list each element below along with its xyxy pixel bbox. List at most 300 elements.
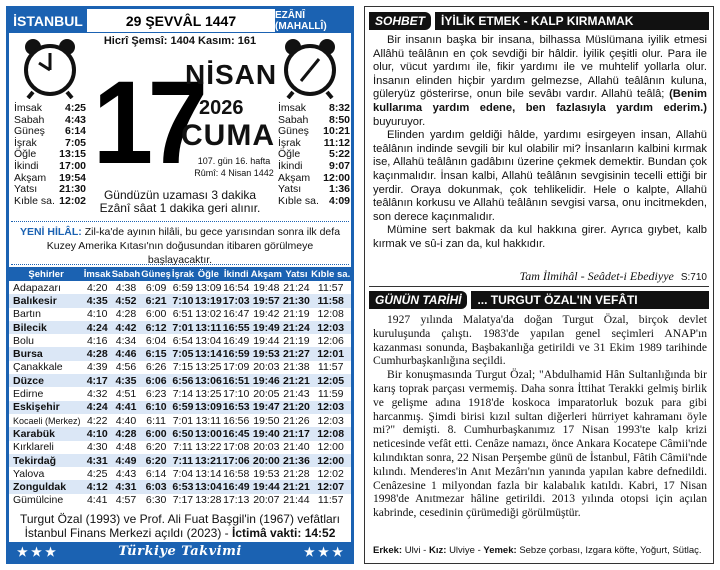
time-cell: 7:11 <box>173 441 193 454</box>
time-cell: 17:08 <box>223 441 250 454</box>
time-cell: 17:06 <box>222 454 250 467</box>
stars-decor: ★ ★ ★ <box>304 544 343 559</box>
time-cell: 6:23 <box>145 388 167 401</box>
table-row <box>9 281 351 294</box>
time-cell: 17:13 <box>223 494 250 507</box>
left-header <box>9 9 351 33</box>
time-cell: 7:14 <box>172 388 194 401</box>
takvim-right-page <box>364 6 714 564</box>
time-cell: 11:57 <box>317 281 344 294</box>
time-cell: 4:16 <box>86 334 108 347</box>
time-cell: 6:30 <box>145 494 167 507</box>
column-header: Şehirler <box>9 267 83 281</box>
table-row <box>9 374 351 387</box>
alarm-clock-icon <box>19 37 81 99</box>
prayer-time-row <box>14 161 86 173</box>
kiz-label: Kız: <box>429 545 447 556</box>
column-header: Sabah <box>111 268 141 280</box>
time-cell: 19:57 <box>250 294 282 307</box>
events-footer <box>9 512 351 540</box>
time-cell: 19:49 <box>250 321 282 334</box>
city-name: Tekirdağ <box>9 454 83 467</box>
events-line: Turgut Özal (1993) ve Prof. Ali Fuat Başgil'in (1967) vefâtları <box>20 512 340 526</box>
time-cell: 7:17 <box>172 494 194 507</box>
alarm-clock-icon <box>279 37 341 99</box>
time-cell: 19:53 <box>253 467 280 480</box>
paragraph: 1927 yılında Malatya'da doğan Turgut Özal, birçok devlet kuruluşunda çalıştı. 1983'de yapılan genel seçimleri ANAP'ın kazanması sonunda, Başbakanlığa getirildi ve 31 Ekim 1989 tarihinde Cumhurbaşkanlığına seçildi. <box>373 313 707 368</box>
yemek-list: Sebze çorbası, Izgara köfte, Yoğurt, Sütlaç. <box>519 545 702 556</box>
time-cell: 4:43 <box>115 467 137 480</box>
tarih-header <box>369 291 709 309</box>
erkek-name: Ulvi <box>404 545 421 556</box>
prayer-name: İkindi <box>14 159 39 172</box>
prayer-name: Öğle <box>278 148 301 161</box>
month-name: NİSAN <box>185 59 278 90</box>
time-cell: 6:26 <box>145 361 167 374</box>
time-cell: 4:28 <box>83 347 111 360</box>
time-cell: 11:57 <box>317 361 344 374</box>
prayer-time: 5:22 <box>328 148 350 161</box>
time-cell: 16:59 <box>222 348 250 361</box>
source-title: Tam İlmihâl - Seâdet-i Ebediyye <box>519 269 674 283</box>
menu-line: Erkek: Ulvi - Kız: Ulviye - Yemek: Sebze çorbası, Izgara köfte, Yoğurt, Sütlaç. <box>373 545 702 556</box>
divider <box>369 286 709 287</box>
time-cell: 16:45 <box>222 427 250 440</box>
city-name: Kocaeli (Merkez) <box>13 415 81 426</box>
time-cell: 13:14 <box>194 348 222 361</box>
prayer-time-row <box>14 184 86 196</box>
city-name: Bartın <box>13 308 42 321</box>
time-cell: 21:21 <box>283 481 310 494</box>
time-cell: 19:42 <box>253 308 280 321</box>
time-cell: 21:36 <box>283 454 310 467</box>
time-cell: 4:17 <box>83 374 111 387</box>
prayer-name: Öğle <box>14 148 37 161</box>
table-row <box>9 494 351 507</box>
tarih-tag: GÜNÜN TARİHİ <box>369 291 467 309</box>
prayer-time: 4:09 <box>328 194 350 207</box>
time-cell: 7:10 <box>172 294 194 307</box>
time-cell: 4:52 <box>111 294 141 307</box>
time-cell: 13:11 <box>195 321 222 334</box>
time-cell: 17:03 <box>222 294 250 307</box>
time-cell: 16:49 <box>223 334 250 347</box>
prayer-time: 21:30 <box>59 183 86 196</box>
city-name: Balıkesir <box>9 294 83 307</box>
time-cell: 21:38 <box>283 361 310 374</box>
erkek-label: Erkek: <box>373 545 403 556</box>
time-cell: 4:22 <box>86 414 108 427</box>
time-cell: 4:56 <box>115 361 137 374</box>
city-name: Zonguldak <box>9 480 83 493</box>
table-header-row <box>9 267 351 281</box>
prayer-name: Güneş <box>14 125 45 138</box>
time-cell: 4:10 <box>83 427 111 440</box>
time-cell: 4:48 <box>115 441 137 454</box>
prayer-name: İmsak <box>278 102 307 114</box>
time-cell: 13:04 <box>194 481 222 494</box>
time-cell: 4:31 <box>111 480 141 493</box>
time-cell: 6:12 <box>141 321 172 334</box>
sohbet-tag: SOHBET <box>369 12 431 30</box>
time-cell: 12:08 <box>310 427 351 440</box>
prayer-name: Sabah <box>278 113 309 126</box>
source-page: S:710 <box>680 272 707 283</box>
time-cell: 19:48 <box>253 281 280 294</box>
time-cell: 6:50 <box>172 427 194 440</box>
time-cell: 4:31 <box>83 454 111 467</box>
time-cell: 12:00 <box>317 441 344 454</box>
table-row <box>9 454 351 467</box>
city-name: Bursa <box>9 347 83 360</box>
time-cell: 6:06 <box>141 374 172 387</box>
city-name: Yalova <box>13 467 45 480</box>
time-cell: 12:00 <box>310 454 351 467</box>
time-cell: 4:24 <box>83 401 111 414</box>
time-cell: 20:05 <box>253 388 280 401</box>
time-cell: 4:41 <box>86 494 108 507</box>
time-cell: 13:00 <box>194 427 222 440</box>
time-cell: 7:15 <box>172 361 194 374</box>
time-cell: 21:20 <box>283 401 310 414</box>
column-header: İmsak <box>83 268 111 280</box>
prayer-name: Kıble sa. <box>14 194 55 207</box>
prayer-time: 9:07 <box>328 159 350 172</box>
day-number: 17 <box>92 57 203 189</box>
day-length-note <box>87 189 273 215</box>
time-cell: 17:09 <box>223 361 250 374</box>
column-header: Güneş <box>141 268 171 280</box>
sohbet-title: İYİLİK ETMEK - KALP KIRMAMAK <box>435 12 709 30</box>
prayer-times-standard <box>14 103 86 207</box>
time-cell: 13:25 <box>195 388 222 401</box>
time-cell: 7:11 <box>172 454 194 467</box>
hilal-label: YENİ HİLÂL: <box>19 226 82 238</box>
table-row <box>9 387 351 400</box>
table-row <box>9 414 351 427</box>
time-cell: 6:11 <box>146 414 166 427</box>
prayer-name: Akşam <box>278 171 311 184</box>
time-cell: 16:58 <box>223 467 250 480</box>
time-cell: 16:55 <box>222 321 250 334</box>
time-cell: 4:24 <box>83 321 111 334</box>
time-cell: 6:04 <box>145 334 167 347</box>
quote-bold: (Benim kullarıma yardım edene, ben fazlasıyla yardım ederim.) <box>373 88 707 114</box>
time-cell: 4:35 <box>83 294 111 307</box>
column-header: Akşam <box>250 268 282 280</box>
time-cell: 6:53 <box>172 481 194 494</box>
stars-decor: ★ ★ ★ <box>17 544 56 559</box>
time-cell: 4:46 <box>111 347 141 360</box>
table-row <box>9 308 351 321</box>
time-cell: 6:59 <box>172 401 194 414</box>
time-cell: 20:03 <box>253 361 280 374</box>
time-cell: 6:09 <box>145 281 167 294</box>
paragraph-text: buyuruyor. <box>373 115 426 128</box>
time-cell: 6:03 <box>141 480 172 493</box>
time-cell: 21:30 <box>283 294 310 307</box>
time-cell: 21:26 <box>283 414 310 427</box>
city-name: Kırklareli <box>13 441 54 454</box>
events-line: İstanbul Finans Merkezi açıldı (2023) - <box>24 526 229 540</box>
time-cell: 6:14 <box>145 467 167 480</box>
paragraph: Bir konuşmasında Turgut Özal; "Abdulhamid Hân Sultanlığında bir karış toprak parçası vermemiş. Daha sonra İttihat Terakki gelmiş birlik ve gelişme adına 1918'de koskoca imparatorluk bozuk para gibi harcanmış. Şimdi birisi kızıl sultan diğerleri hürriyet kahramanı öyle mi?" demişti. 8. Cumhurbaşkanımız 17 Nisan 1993'te kalp krizi neticesinde vefât etti. Cenâze namazı, önce Ankara Kocatepe Câmii'nde kılındıktan sonra, 22 Nisan Perşembe günü de İstanbul, Fâtih Câmii'nde kılındı. Menderes'in Anıt Mezârı'nın yanında yapılan kabre defnedildi. Cenâzesine 1 milyondan fazla bir kalabalık katıldı. Kabri, 17 Nisan 1998'de Anıtmezar hâline getirildi. 2013 yılında otopsi için açılan kabrinde, cesedinin çürümediği görülmüştür. <box>373 368 707 520</box>
table-row <box>9 441 351 454</box>
time-cell: 13:09 <box>195 281 222 294</box>
column-header: İşrak <box>171 268 195 280</box>
time-cell: 7:04 <box>172 467 194 480</box>
city-name: Karabük <box>9 427 83 440</box>
time-cell: 6:20 <box>145 441 167 454</box>
year: 2026 <box>199 97 244 119</box>
time-cell: 7:05 <box>172 348 194 361</box>
time-cell: 12:03 <box>317 414 344 427</box>
takvim-left-page <box>6 6 354 564</box>
prayer-name: Yatsı <box>278 183 302 196</box>
time-cell: 4:57 <box>115 494 137 507</box>
table-row <box>9 427 351 440</box>
prayer-time: 12:00 <box>323 171 350 184</box>
table-row <box>9 480 351 493</box>
prayer-time-row <box>278 103 350 115</box>
time-cell: 13:21 <box>194 454 222 467</box>
time-cell: 13:02 <box>195 308 222 321</box>
city-name: Adapazarı <box>13 281 61 294</box>
prayer-time: 8:32 <box>328 102 350 114</box>
time-cell: 6:21 <box>141 294 172 307</box>
prayer-time: 13:15 <box>59 148 86 161</box>
prayer-name: Yatsı <box>14 183 38 196</box>
city-name: Bolu <box>13 334 35 347</box>
time-cell: 16:54 <box>223 281 250 294</box>
time-cell: 7:01 <box>172 321 194 334</box>
prayer-time: 12:02 <box>59 194 86 207</box>
time-cell: 6:00 <box>145 308 167 321</box>
hilal-text: Zil-ka'de ayının hilâli, bu gece yarısından sonra ilk defa Kuzey Amerika Kıtası'nın doğusundan itibaren görülmeye başlayacaktır. <box>46 226 341 266</box>
prayer-time-row <box>278 196 350 208</box>
time-cell: 4:28 <box>115 308 137 321</box>
time-cell: 12:05 <box>310 374 351 387</box>
time-cell: 13:11 <box>195 414 222 427</box>
prayer-time-row <box>14 196 86 208</box>
time-cell: 20:07 <box>253 494 280 507</box>
yemek-label: Yemek: <box>483 545 517 556</box>
time-cell: 4:42 <box>111 321 141 334</box>
time-cell: 21:24 <box>283 281 310 294</box>
time-cell: 21:19 <box>283 308 310 321</box>
time-cell: 6:00 <box>141 427 172 440</box>
tarih-title: ... TURGUT ÖZAL'IN VEFÂTI <box>471 291 709 309</box>
city-name: Bilecik <box>9 321 83 334</box>
city-name: Eskişehir <box>9 401 83 414</box>
kiz-name: Ulviye <box>449 545 475 556</box>
time-cell: 6:51 <box>172 308 194 321</box>
city-name: Gümülcine <box>13 494 64 507</box>
day-of-year: 107. gün 16. hafta <box>197 156 271 166</box>
time-cell: 19:44 <box>253 334 280 347</box>
time-cell: 4:10 <box>86 308 108 321</box>
time-cell: 20:03 <box>253 441 280 454</box>
city-name: Edirne <box>13 388 44 401</box>
time-cell: 6:59 <box>172 281 194 294</box>
prayer-time: 10:21 <box>323 125 350 138</box>
prayer-times-ezani <box>278 103 350 207</box>
time-cell: 11:59 <box>317 388 344 401</box>
time-cell: 17:10 <box>223 388 250 401</box>
time-cell: 12:07 <box>310 480 351 493</box>
time-cell: 16:53 <box>222 401 250 414</box>
weekday: CUMA <box>181 119 275 152</box>
prayer-name: İşrak <box>14 136 37 149</box>
prayer-name: İmsak <box>14 102 43 114</box>
column-header: Kıble sa. <box>311 268 351 280</box>
time-cell: 12:02 <box>317 467 344 480</box>
prayer-time-row <box>14 103 86 115</box>
sohbet-text <box>373 34 707 252</box>
new-crescent-note <box>11 221 349 265</box>
time-cell: 4:28 <box>111 427 141 440</box>
time-cell: 16:49 <box>222 481 250 494</box>
table-row <box>9 347 351 360</box>
prayer-time: 4:25 <box>64 102 86 114</box>
time-cell: 4:38 <box>115 281 137 294</box>
time-cell: 4:39 <box>86 361 108 374</box>
time-cell: 13:19 <box>194 294 222 307</box>
paragraph-text: Bir insanın başka bir insana, bilhassa Müslümana iyilik etmesi Allâhü teâlânın en çok sevdiği bir hâldir. İyilik çeşitli olur. Para ile olur, vücut yardımı ile, fikir yardımı ile ve muhtelif yollarla olur. İnsanın elinden hiçbir yardım gelmezse, Allahü teâlânın kuluna, güleryüz gösterirse, onun bile sevâbı vardır. Allahü teâlâ; <box>373 34 707 101</box>
time-cell: 11:58 <box>310 294 351 307</box>
ezani-label: EZÂNÎ (MAHALLÎ) <box>275 9 351 33</box>
prayer-time: 7:05 <box>64 136 86 149</box>
city-name: Çanakkale <box>13 361 63 374</box>
time-cell: 4:25 <box>86 467 108 480</box>
column-header: Yatsı <box>283 267 311 281</box>
prayer-time-row <box>278 184 350 196</box>
time-cell: 16:56 <box>223 414 250 427</box>
column-header: İkindi <box>223 268 249 280</box>
time-cell: 21:44 <box>283 494 310 507</box>
time-cell: 13:09 <box>194 401 222 414</box>
time-cell: 6:56 <box>172 374 194 387</box>
city-label: İSTANBUL <box>9 9 87 33</box>
time-cell: 13:06 <box>194 374 222 387</box>
time-cell: 19:53 <box>250 347 282 360</box>
time-cell: 21:21 <box>283 374 310 387</box>
time-cell: 16:51 <box>222 374 250 387</box>
prayer-name: Akşam <box>14 171 47 184</box>
time-cell: 19:47 <box>250 401 282 414</box>
time-cell: 12:03 <box>310 401 351 414</box>
time-cell: 21:19 <box>283 334 310 347</box>
paragraph: Mümine sert bakmak da kul hakkına girer. Ayrıca gıybet, kalb kırmak ve sû-i zan da, kul hakkıdır. <box>373 224 707 250</box>
time-cell: 13:14 <box>195 467 222 480</box>
tarih-text <box>373 313 707 520</box>
table-row <box>9 334 351 347</box>
time-cell: 4:41 <box>111 401 141 414</box>
day-info <box>191 155 277 179</box>
prayer-time: 11:12 <box>323 136 350 149</box>
time-cell: 4:12 <box>83 480 111 493</box>
time-cell: 4:49 <box>111 454 141 467</box>
prayer-time: 19:54 <box>59 171 86 184</box>
sohbet-header <box>369 12 709 30</box>
time-cell: 12:08 <box>317 308 344 321</box>
time-cell: 7:01 <box>172 414 194 427</box>
rumi-date: Rûmî: 4 Nisan 1442 <box>194 168 274 178</box>
sohbet-source <box>373 269 707 284</box>
time-cell: 12:06 <box>317 334 344 347</box>
time-cell: 13:25 <box>195 361 222 374</box>
day-length-line: Gündüzün uzaması 3 dakika <box>103 188 257 202</box>
time-cell: 19:50 <box>253 414 280 427</box>
time-cell: 4:35 <box>111 374 141 387</box>
prayer-time: 6:14 <box>64 125 86 138</box>
paragraph: Elinden yardım geldiği hâlde, yardımı esirgeyen insan, Allahü teâlânın indinde sevgili bir kul olabilir mi? İnsanların kalbini kırmak ise, Allahü teâlânın gadâbını üzerine çekmek demektir. Bundan çok kaçınmalıdır. İnsan kalbi, Allahü teâlânın sevgisinin tecelli ettiği bir yerdir. Oraya dokunmak, çok tehlikelidir. Hele o kalpte, Allahü teâlânın korkusu ve Allahü teâlânın sevgisi varsa, onu incitmekden, son derece kaçınmalıdır. <box>373 129 707 223</box>
brand-logo: Türkiye Takvimi <box>118 544 242 559</box>
brand-bar <box>9 542 351 561</box>
solar-hijri-date: Hicrî Şemsî: 1404 Kasım: 161 <box>103 35 257 47</box>
prayer-name: Kıble sa. <box>278 194 319 207</box>
time-cell: 21:24 <box>283 321 310 334</box>
time-cell: 13:28 <box>195 494 222 507</box>
time-cell: 6:54 <box>172 334 194 347</box>
table-row <box>9 361 351 374</box>
city-name: Düzce <box>9 374 83 387</box>
prayer-time-row <box>278 161 350 173</box>
ictima-time: İctimâ vakti: 14:52 <box>232 526 336 540</box>
time-cell: 6:15 <box>141 347 172 360</box>
table-row <box>9 401 351 414</box>
time-cell: 21:40 <box>283 441 310 454</box>
ezani-adjust-line: Ezânî sâat 1 dakika geri alınır. <box>99 201 261 215</box>
prayer-time: 17:00 <box>59 159 86 172</box>
column-header: Öğle <box>194 267 222 281</box>
time-cell: 6:10 <box>141 401 172 414</box>
paragraph <box>373 34 707 129</box>
prayer-name: İşrak <box>278 136 301 149</box>
time-cell: 4:40 <box>115 414 137 427</box>
time-cell: 16:47 <box>223 308 250 321</box>
prayer-time: 1:36 <box>328 183 350 196</box>
table-row <box>9 321 351 334</box>
time-cell: 21:43 <box>283 388 310 401</box>
hijri-date: 29 ŞEVVÂL 1447 <box>87 9 275 33</box>
prayer-name: Güneş <box>278 125 309 138</box>
time-cell: 4:32 <box>86 388 108 401</box>
time-cell: 20:00 <box>250 454 282 467</box>
table-row <box>9 467 351 480</box>
time-cell: 19:44 <box>250 480 282 493</box>
time-cell: 19:40 <box>250 427 282 440</box>
time-cell: 4:51 <box>115 388 137 401</box>
time-cell: 6:20 <box>141 454 172 467</box>
table-row <box>9 294 351 307</box>
time-cell: 19:46 <box>250 374 282 387</box>
time-cell: 21:27 <box>283 348 310 361</box>
prayer-time: 4:43 <box>64 113 86 126</box>
time-cell: 13:04 <box>195 334 222 347</box>
time-cell: 12:03 <box>310 321 351 334</box>
time-cell: 21:17 <box>283 427 310 440</box>
time-cell: 13:22 <box>195 441 222 454</box>
time-cell: 4:34 <box>115 334 137 347</box>
time-cell: 4:30 <box>86 441 108 454</box>
time-cell: 4:20 <box>86 281 108 294</box>
prayer-time: 8:50 <box>328 113 350 126</box>
time-cell: 11:57 <box>317 494 344 507</box>
time-cell: 21:28 <box>283 467 310 480</box>
prayer-name: İkindi <box>278 159 303 172</box>
time-cell: 12:01 <box>310 347 351 360</box>
